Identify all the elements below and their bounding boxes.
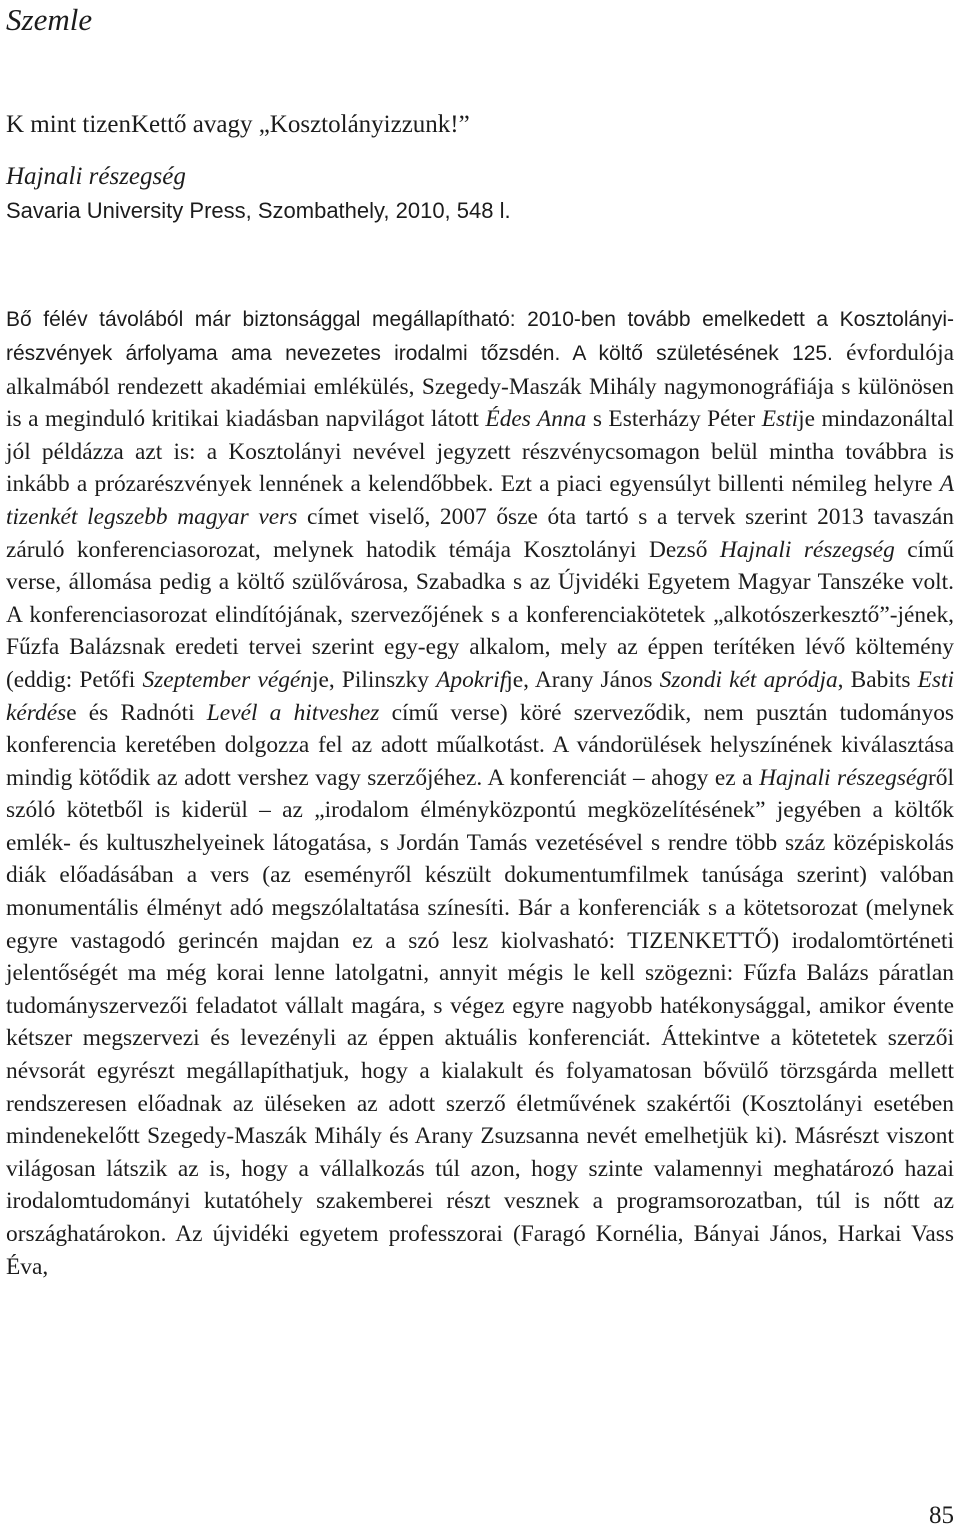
italic-title-run: Édes Anna <box>485 406 587 433</box>
italic-title-run: Esti kérdés <box>6 666 955 726</box>
text-run: s Esterházy Péter <box>586 406 762 433</box>
text-run: je, Arany János <box>506 666 660 693</box>
page-number: 85 <box>929 1502 954 1529</box>
text-run: ről szóló kötetből is kiderül – az „irodalom élményközpontú megközelítésének” jegyében a költők emlék- és kultuszhelyeinek látogatása, s Jordán Tamás vezetésével s rendre több száz középiskolás diák előadásában a vers (az eseményről készült dokumentumfilmek tanúsága szerint) valóban monumentális élményt adó megszólaltatása színesíti. Bár a konferenciák s a kötetsorozat (melynek egyre vastagodó gerincén majdan ez a szó lesz kiolvasható: TIZENKETTŐ) irodalomtörténeti jelentőségét ma még korai lenne latolgatni, annyit mégis le kell szögezni: Fűzfa Balázs páratlan tudományszervezői feladatot vállalt magára, s végez egyre nagyobb hatékonysággal, amikor évente kétszer megszervezi és levezényli az éppen aktuális konferenciát. Áttekintve a kötetetek szerzői névsorát egyrészt megállapíthatjuk, hogy a kialakult és folyamatosan bővülő törzsgárda mellett rendszeresen előadnak az üléseken az adott szerző életművének szakértői (Kosztolányi esetében mindenekelőtt Szegedy-Maszák Mihály és Arany Zsuzsanna nevét emelhetjük ki). Másrészt viszont világosan látszik az is, hogy a vállalkozás túl azon, hogy szinte valamennyi meghatározó hazai irodalomtudományi kutatóhely szakemberei részt vesznek a programsorozatban, túl is nőtt az országhatárokon. Az újvidéki egyetem professzorai (Faragó Kornélia, Bányai János, Harkai Vass Éva, <box>6 764 954 1280</box>
italic-title-run: Levél a hitveshez <box>206 699 380 726</box>
text-run: je mindazonáltal jól példázza azt is: a Kosztolányi nevével jegyzett részvénycsomagon belül mintha továbbra is inkább a prózarészvények lennének a kelendőbbek. Ezt a piaci egyensúlyt billenti némileg helyre <box>6 406 954 498</box>
text-run: , Babits <box>837 666 918 693</box>
italic-title-run: Szeptember végén <box>142 666 312 693</box>
italic-title-run: Apokrif <box>436 666 507 693</box>
text-run: e és Radnóti <box>66 699 207 726</box>
italic-title-run: Hajnali részegség <box>719 536 895 563</box>
text-run: Bő félév távolából már biztonsággal megállapítható: 2010-ben tovább emelkedett a Kosztolányi-részvények árfolyama ama nevezetes irodalmi tőzsdén. A költő születésének 125. <box>6 308 954 365</box>
text-run: je, Pilinszky <box>311 666 437 693</box>
italic-title-run: A tizenkét legszebb magyar vers <box>6 471 954 530</box>
text-run: című verse) köré szerveződik, nem pusztán tudományos konferencia keretében dolgozza fel az adott műalkotást. A vándorülések helyszínének kiválasztása mindig kötődik az adott vershez vagy szerzőjéhez. A konferenciát – ahogy ez a <box>6 699 954 791</box>
review-title: K mint tizenKettő avagy „Kosztolányizzunk!” <box>6 111 470 138</box>
book-title: Hajnali részegség <box>6 163 186 190</box>
text-run: címet viselő, 2007 ősze óta tartó s a tervek szerint 2013 tavaszán záruló konferenciasorozat, melynek hatodik témája Kosztolányi Dezső <box>6 503 954 563</box>
review-body <box>6 303 954 1283</box>
text-run: évfordulója alkalmából rendezett akadémiai emlékülés, Szegedy-Maszák Mihály nagymonográfiája s különösen is a meginduló kritikai kiadásban napvilágot látott <box>6 339 954 433</box>
section-title: Szemle <box>6 2 93 37</box>
text-run: című verse, állomása pedig a költő szülővárosa, Szabadka s az Újvidéki Egyetem Magyar Tanszéke volt. A konferenciasorozat elindítójának, szervezőjének s a konferenciakötetek „alkotószerkesztő”-jének, Fűzfa Balázsnak eredeti tervei szerint egy-egy alkalom, mely az éppen terítéken lévő költemény (eddig: Petőfi <box>6 536 954 693</box>
italic-title-run: Hajnali részegség <box>759 764 929 791</box>
italic-title-run: Szondi két apródja <box>659 666 838 693</box>
publisher-line: Savaria University Press, Szombathely, 2010, 548 l. <box>6 198 511 223</box>
italic-title-run: Esti <box>761 406 799 433</box>
